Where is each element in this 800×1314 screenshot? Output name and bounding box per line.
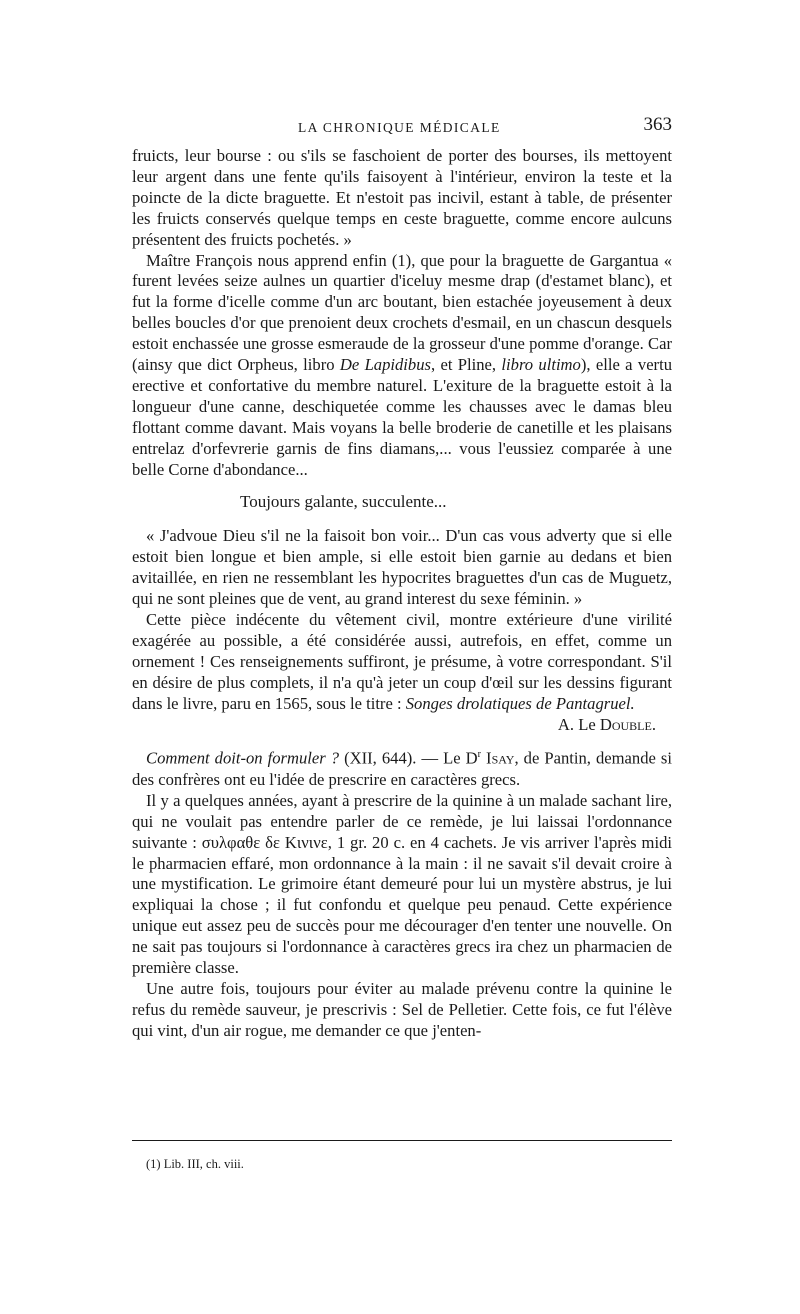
paragraph-pelletier: Une autre fois, toujours pour éviter au malade prévenu contre la quinine le refus du remède sauveur, je prescrivis : Sel de Pelletier. Cette fois, ce fut l'élève qui vint, d'un air rogue, me demander ce que j'enten- [132, 978, 672, 1040]
question-title: Comment doit-on formuler ? [146, 749, 340, 768]
text-run: (XII, 644). — Le D [339, 749, 478, 768]
paragraph-gargantua [132, 251, 672, 481]
footnote-marker: (1) [146, 1157, 161, 1171]
text-run: ), elle a vertu erective et confortative du membre naturel. L'exiture de la braguette estoit à la longueur d'une canne, deschiquetée comme les chausses avec le damas bleu flottant comme davant. Mais voyans la belle broderie de canetille et les plaisans entrelaz d'orfevrerie garnis de fins diamans,... vous l'eussiez comparée à une belle Corne d'abondance... [132, 355, 672, 479]
page-header [132, 116, 672, 140]
superscript: r [477, 749, 481, 761]
signature-name: Double. [599, 714, 656, 734]
text-run: , et Pline, [430, 355, 502, 375]
section-gap [132, 735, 672, 745]
footnote [146, 1157, 244, 1172]
footnote-text: Lib. III, ch. viii. [163, 1157, 244, 1171]
italic-title: De Lapidibus [339, 355, 431, 375]
paragraph-quinine: Il y a quelques années, ayant à prescrire de la quinine à un malade sachant lire, qui ne voulait pas entendre parler de ce remède, je lui laissai l'ordonnance suivante : συλφαθε δε Κινινε, 1 gr. 20 c. en 4 cachets. Je vis arriver l'après midi le pharmacien effaré, mon ordonnance à la main : il ne savait s'il devait croire à une mystification. Le grimoire étant demeuré pour lui un mystère abstrus, je lui expliquai la chose ; il fut confondu et quelque peu penaud. Cette expérience unique eut assez peu de succès pour me décourager d'en tenter une nouvelle. On ne sait pas toujours si l'ordonnance à caractères grecs ira chez un pharmacien de première classe. [132, 790, 672, 978]
italic-title: libro ultimo [501, 355, 581, 375]
signature [132, 715, 672, 736]
paragraph-conclusion [132, 610, 672, 715]
body-text [132, 146, 672, 1042]
text-run: Maître François nous apprend enfin (1), que pour la braguette de Gargantua « furent levées seize aulnes un quartier d'iceluy mesme drap (d'estamet blanc), et fut la forme d'icelle comme d'un arc boutant, bien estachée joyeusement à deux belles boucles d'or que prenoient deux crochets d'esmail, en un chascun desquels estoit enchassée une grosse esmeraude de la grosseur d'une pomme d'orange. Car (ainsy que dict Orpheus, libro [132, 250, 672, 375]
paragraph-continuation: fruicts, leur bourse : ou s'ils se faschoient de porter des bourses, ils mettoyent leur argent dans une fente qu'ils faisoyent à l'intérieur, environ la teste et la poincte de la dicte braguette. Et n'estoit pas incivil, estant à table, de présenter les fruicts conservés quelque temps en ceste braguette, comme encore aulcuns présentent des fruicts pochetés. » [132, 146, 672, 249]
signature-initial: A. Le [557, 714, 600, 734]
running-head: LA CHRONIQUE MÉDICALE [298, 120, 501, 135]
page-number: 363 [643, 114, 672, 135]
author-name: Isay [481, 749, 515, 768]
text-run: Cette pièce indécente du vêtement civil, montre extérieure d'une virilité exagérée au possible, a été considérée aussi, autrefois, en effet, comme un ornement ! Ces renseignements suffiront, je présume, à votre correspondant. S'il en désire de plus complets, il n'a qu'à jeter un coup d'œil sur les dessins figurant dans le livre, paru en 1565, sous le titre : [132, 610, 672, 713]
paragraph-quote: « J'advoue Dieu s'il ne la faisoit bon voir... D'un cas vous adverty que si elle estoit bien longue et bien ample, si elle estoit bien garnie au dedans et bien avitaillée, en rien ne ressemblant les hypocrites braguettes d'un cas de Muguetz, qui ne sont pleines que de vent, au grand interest du sexe féminin. » [132, 526, 672, 609]
subheading: Toujours galante, succulente... [240, 491, 447, 511]
footnote-rule [132, 1140, 672, 1141]
paragraph-question [132, 745, 672, 790]
italic-title: Songes drolatiques de Pantagruel. [405, 693, 635, 713]
text-run: , de Pantin, demande si des confrères ont eu l'idée de prescrire en caractères grecs. [132, 749, 672, 789]
